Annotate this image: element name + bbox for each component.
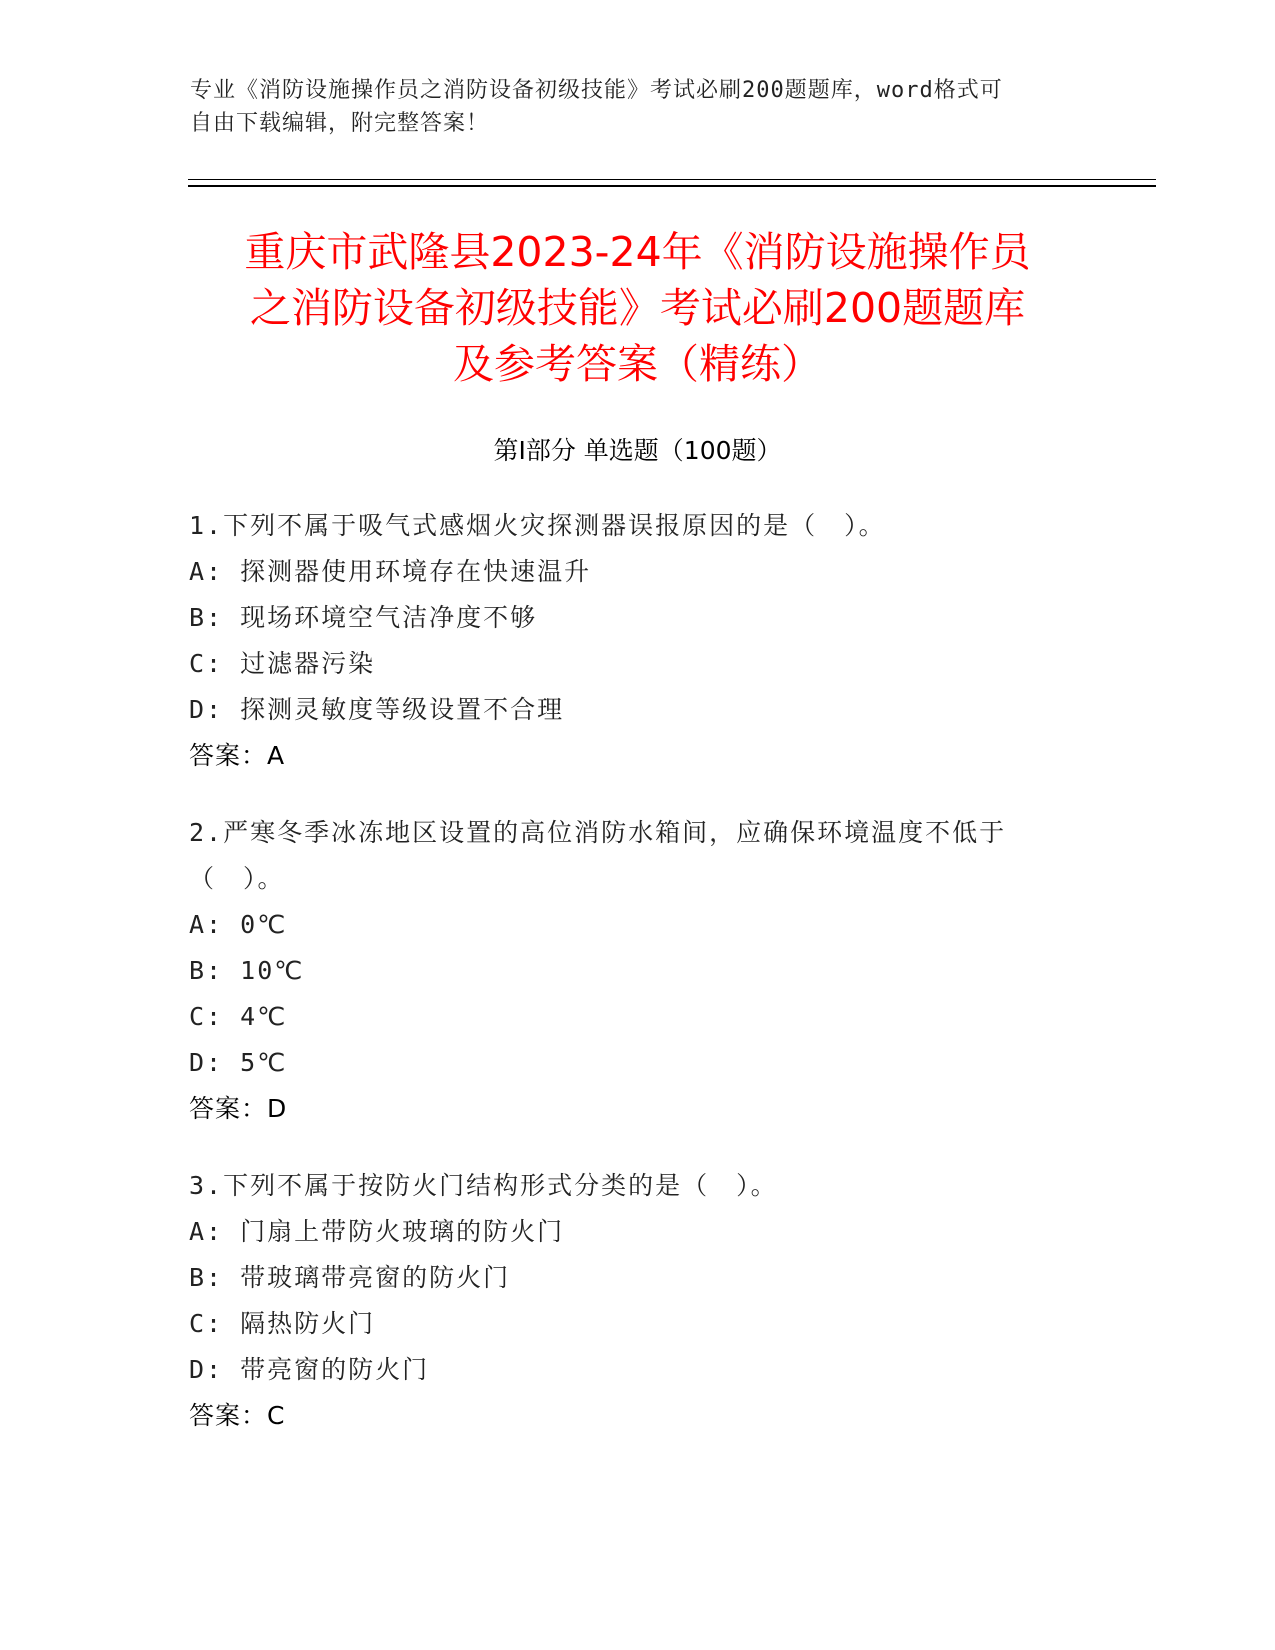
option-b: B: 10℃ <box>189 956 305 985</box>
document-title-line-1: 重庆市武隆县2023-24年《消防设施操作员 <box>244 228 1031 276</box>
option-b: B: 现场环境空气洁净度不够 <box>189 603 538 632</box>
header-note <box>190 74 1070 140</box>
section-heading: 第I部分 单选题（100题） <box>493 436 782 465</box>
option-c: C: 过滤器污染 <box>189 649 376 678</box>
option-b: B: 带玻璃带亮窗的防火门 <box>189 1263 511 1292</box>
question-stem: 2.严寒冬季冰冻地区设置的高位消防水箱间，应确保环境温度不低于 <box>189 818 1007 847</box>
document-title-line-3: 及参考答案（精练） <box>453 340 822 388</box>
document-title <box>190 224 1085 392</box>
question-stem-continued: （ ）。 <box>189 864 285 893</box>
question-2 <box>189 810 1079 1132</box>
option-a: A: 探测器使用环境存在快速温升 <box>189 557 592 586</box>
option-d: D: 带亮窗的防火门 <box>189 1355 430 1384</box>
header-divider-thick <box>188 185 1156 187</box>
option-a: A: 0℃ <box>189 910 288 939</box>
answer-label: 答案：C <box>189 1401 286 1430</box>
option-c: C: 隔热防火门 <box>189 1309 376 1338</box>
option-c: C: 4℃ <box>189 1002 288 1031</box>
header-note-line-1: 专业《消防设施操作员之消防设备初级技能》考试必刷200题题库，word格式可 <box>190 78 1003 103</box>
option-a: A: 门扇上带防火玻璃的防火门 <box>189 1217 565 1246</box>
option-d: D: 探测灵敏度等级设置不合理 <box>189 695 565 724</box>
question-1 <box>189 503 1079 779</box>
header-divider-thin <box>188 179 1156 180</box>
question-3 <box>189 1163 1079 1439</box>
question-stem: 1.下列不属于吸气式感烟火灾探测器误报原因的是（ ）。 <box>189 511 886 540</box>
answer-label: 答案：A <box>189 741 286 770</box>
header-note-line-2: 自由下载编辑，附完整答案！ <box>190 111 490 136</box>
answer-label: 答案：D <box>189 1094 288 1123</box>
question-stem: 3.下列不属于按防火门结构形式分类的是（ ）。 <box>189 1171 778 1200</box>
document-title-line-2: 之消防设备初级技能》考试必刷200题题库 <box>249 284 1026 332</box>
option-d: D: 5℃ <box>189 1048 288 1077</box>
